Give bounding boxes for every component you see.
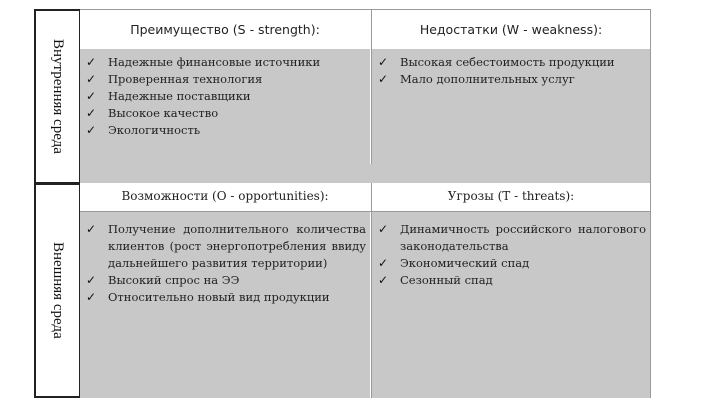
- list-item: ✓ Проверенная технология: [86, 72, 263, 86]
- strengths-title: Преимущество (S - strength):: [130, 21, 320, 37]
- checkmark-icon: ✓: [86, 290, 97, 304]
- list-item: ✓ Высокий спрос на ЭЭ: [86, 273, 240, 287]
- right-border: [650, 9, 651, 398]
- opportunities-list: [80, 221, 370, 306]
- threats-cell: [372, 212, 650, 398]
- checkmark-icon: ✓: [378, 72, 389, 86]
- checkmark-icon: ✓: [378, 273, 389, 287]
- opportunities-header: [80, 183, 370, 209]
- checkmark-icon: ✓: [86, 106, 97, 120]
- list-item: ✓ Надежные финансовые источники: [86, 55, 321, 69]
- threats-header: [372, 183, 650, 209]
- checkmark-icon: ✓: [86, 55, 97, 69]
- column-divider-bottom: [371, 183, 372, 398]
- header-divider: [80, 211, 650, 212]
- list-item: ✓ Экономический спад: [378, 256, 530, 270]
- threats-list: [372, 221, 650, 289]
- external-environment-label-box: [34, 183, 80, 398]
- internal-environment-label-box: [34, 9, 80, 184]
- list-item: ✓ Динамичность российского налогового законодательства: [378, 222, 646, 253]
- threats-title: Угрозы (T - threats):: [447, 189, 575, 203]
- internal-environment-label: Внутренняя среда: [50, 39, 66, 154]
- checkmark-icon: ✓: [378, 222, 389, 236]
- checkmark-icon: ✓: [86, 222, 97, 236]
- list-item: ✓ Получение дополнительного количества клиентов (рост энергопотребления ввиду дальнейшего развития территории): [86, 222, 366, 270]
- list-item: ✓ Мало дополнительных услуг: [378, 72, 575, 86]
- list-item: ✓ Высокое качество: [86, 106, 219, 120]
- spacer-band: [80, 164, 650, 183]
- checkmark-icon: ✓: [378, 55, 389, 69]
- strengths-header: [80, 9, 370, 49]
- checkmark-icon: ✓: [86, 273, 97, 287]
- top-border: [80, 9, 650, 10]
- external-environment-label: Внешняя среда: [50, 242, 66, 339]
- checkmark-icon: ✓: [86, 72, 97, 86]
- strengths-cell: [80, 49, 370, 164]
- list-item: ✓ Сезонный спад: [378, 273, 493, 287]
- weaknesses-header: [372, 9, 650, 49]
- checkmark-icon: ✓: [86, 89, 97, 103]
- weaknesses-title: Недостатки (W - weakness):: [419, 21, 603, 37]
- list-item: ✓ Относительно новый вид продукции: [86, 290, 330, 304]
- column-divider-top: [371, 9, 372, 164]
- opportunities-title: Возможности (O - opportunities):: [121, 189, 329, 203]
- list-item: ✓ Высокая себестоимость продукции: [378, 55, 615, 69]
- checkmark-icon: ✓: [378, 256, 389, 270]
- strengths-list: [80, 54, 370, 139]
- weaknesses-cell: [372, 49, 650, 164]
- checkmark-icon: ✓: [86, 123, 97, 137]
- list-item: ✓ Экологичность: [86, 123, 201, 137]
- weaknesses-list: [372, 54, 650, 88]
- list-item: ✓ Надежные поставщики: [86, 89, 251, 103]
- opportunities-cell: [80, 212, 370, 398]
